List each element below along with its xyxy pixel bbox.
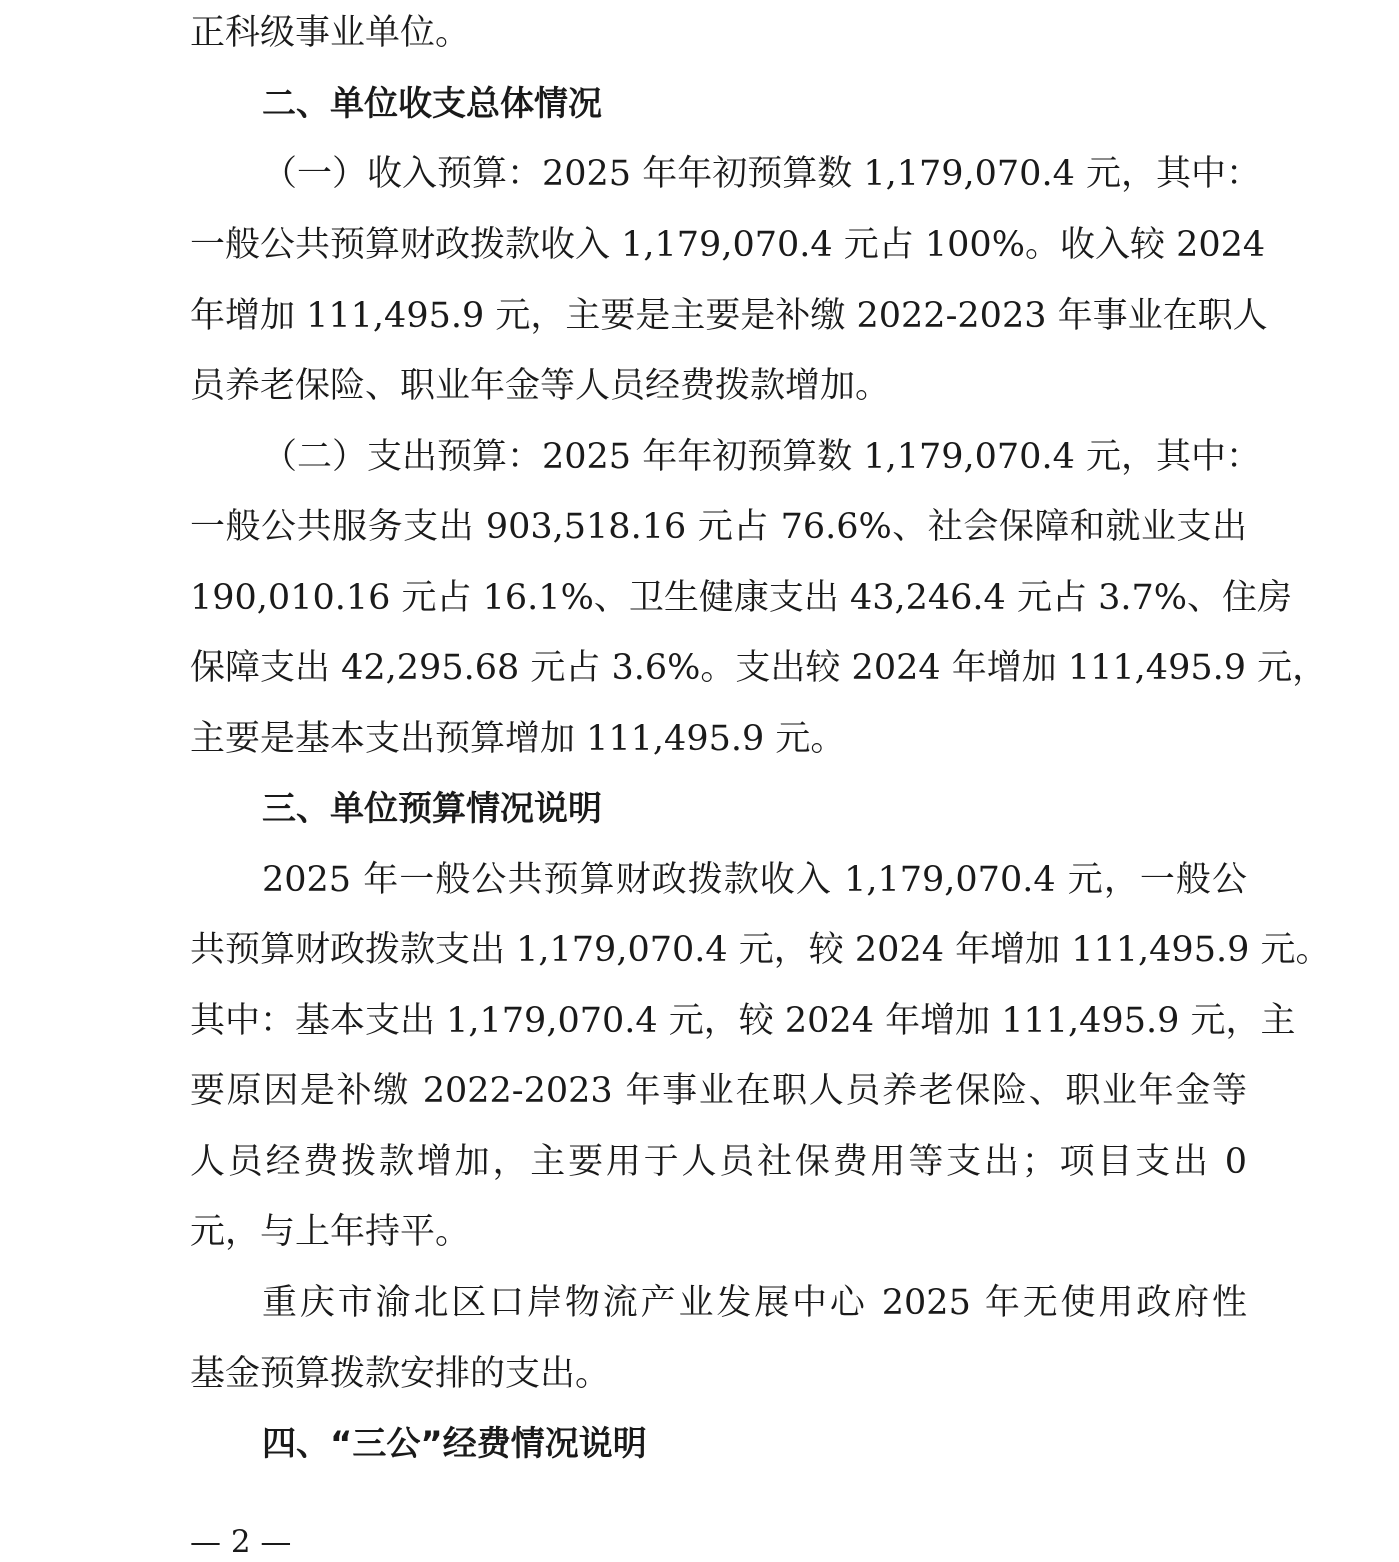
paragraph-line: （二）支出预算：2025 年年初预算数 1,179,070.4 元，其中： <box>262 437 1261 477</box>
paragraph-line: 主要是基本支出预算增加 111,495.9 元。 <box>190 719 846 759</box>
paragraph-line: 正科级事业单位。 <box>190 13 471 53</box>
section-heading: 二、单位收支总体情况 <box>262 84 602 124</box>
paragraph-line: 人员经费拨款增加，主要用于人员社保费用等支出；项目支出 0 <box>190 1142 1247 1182</box>
paragraph-line: 共预算财政拨款支出 1,179,070.4 元，较 2024 年增加 111,495.9 元。 <box>190 930 1331 970</box>
paragraph-line: 190,010.16 元占 16.1%、卫生健康支出 43,246.4 元占 3.7%、住房 <box>190 578 1292 618</box>
paragraph-line: 要原因是补缴 2022-2023 年事业在职人员养老保险、职业年金等 <box>190 1071 1247 1111</box>
paragraph-line: 一般公共服务支出 903,518.16 元占 76.6%、社会保障和就业支出 <box>190 507 1247 547</box>
paragraph-line: 元，与上年持平。 <box>190 1212 471 1252</box>
paragraph-line: 员养老保险、职业年金等人员经费拨款增加。 <box>190 366 891 406</box>
paragraph-line: 2025 年一般公共预算财政拨款收入 1,179,070.4 元，一般公 <box>262 860 1247 900</box>
paragraph-line: 重庆市渝北区口岸物流产业发展中心 2025 年无使用政府性 <box>262 1283 1247 1323</box>
page-number: — 2 — <box>190 1524 292 1560</box>
section-heading: 四、“三公”经费情况说明 <box>262 1424 647 1464</box>
paragraph-line: 基金预算拨款安排的支出。 <box>190 1354 611 1394</box>
paragraph-line: 一般公共预算财政拨款收入 1,179,070.4 元占 100%。收入较 2024 <box>190 225 1266 265</box>
paragraph-line: 保障支出 42,295.68 元占 3.6%。支出较 2024 年增加 111,495.9 元， <box>190 648 1328 688</box>
section-heading: 三、单位预算情况说明 <box>262 789 602 829</box>
paragraph-line: （一）收入预算：2025 年年初预算数 1,179,070.4 元，其中： <box>262 154 1261 194</box>
paragraph-line: 其中：基本支出 1,179,070.4 元，较 2024 年增加 111,495.9 元，主 <box>190 1001 1296 1041</box>
paragraph-line: 年增加 111,495.9 元，主要是主要是补缴 2022-2023 年事业在职人 <box>190 296 1268 336</box>
